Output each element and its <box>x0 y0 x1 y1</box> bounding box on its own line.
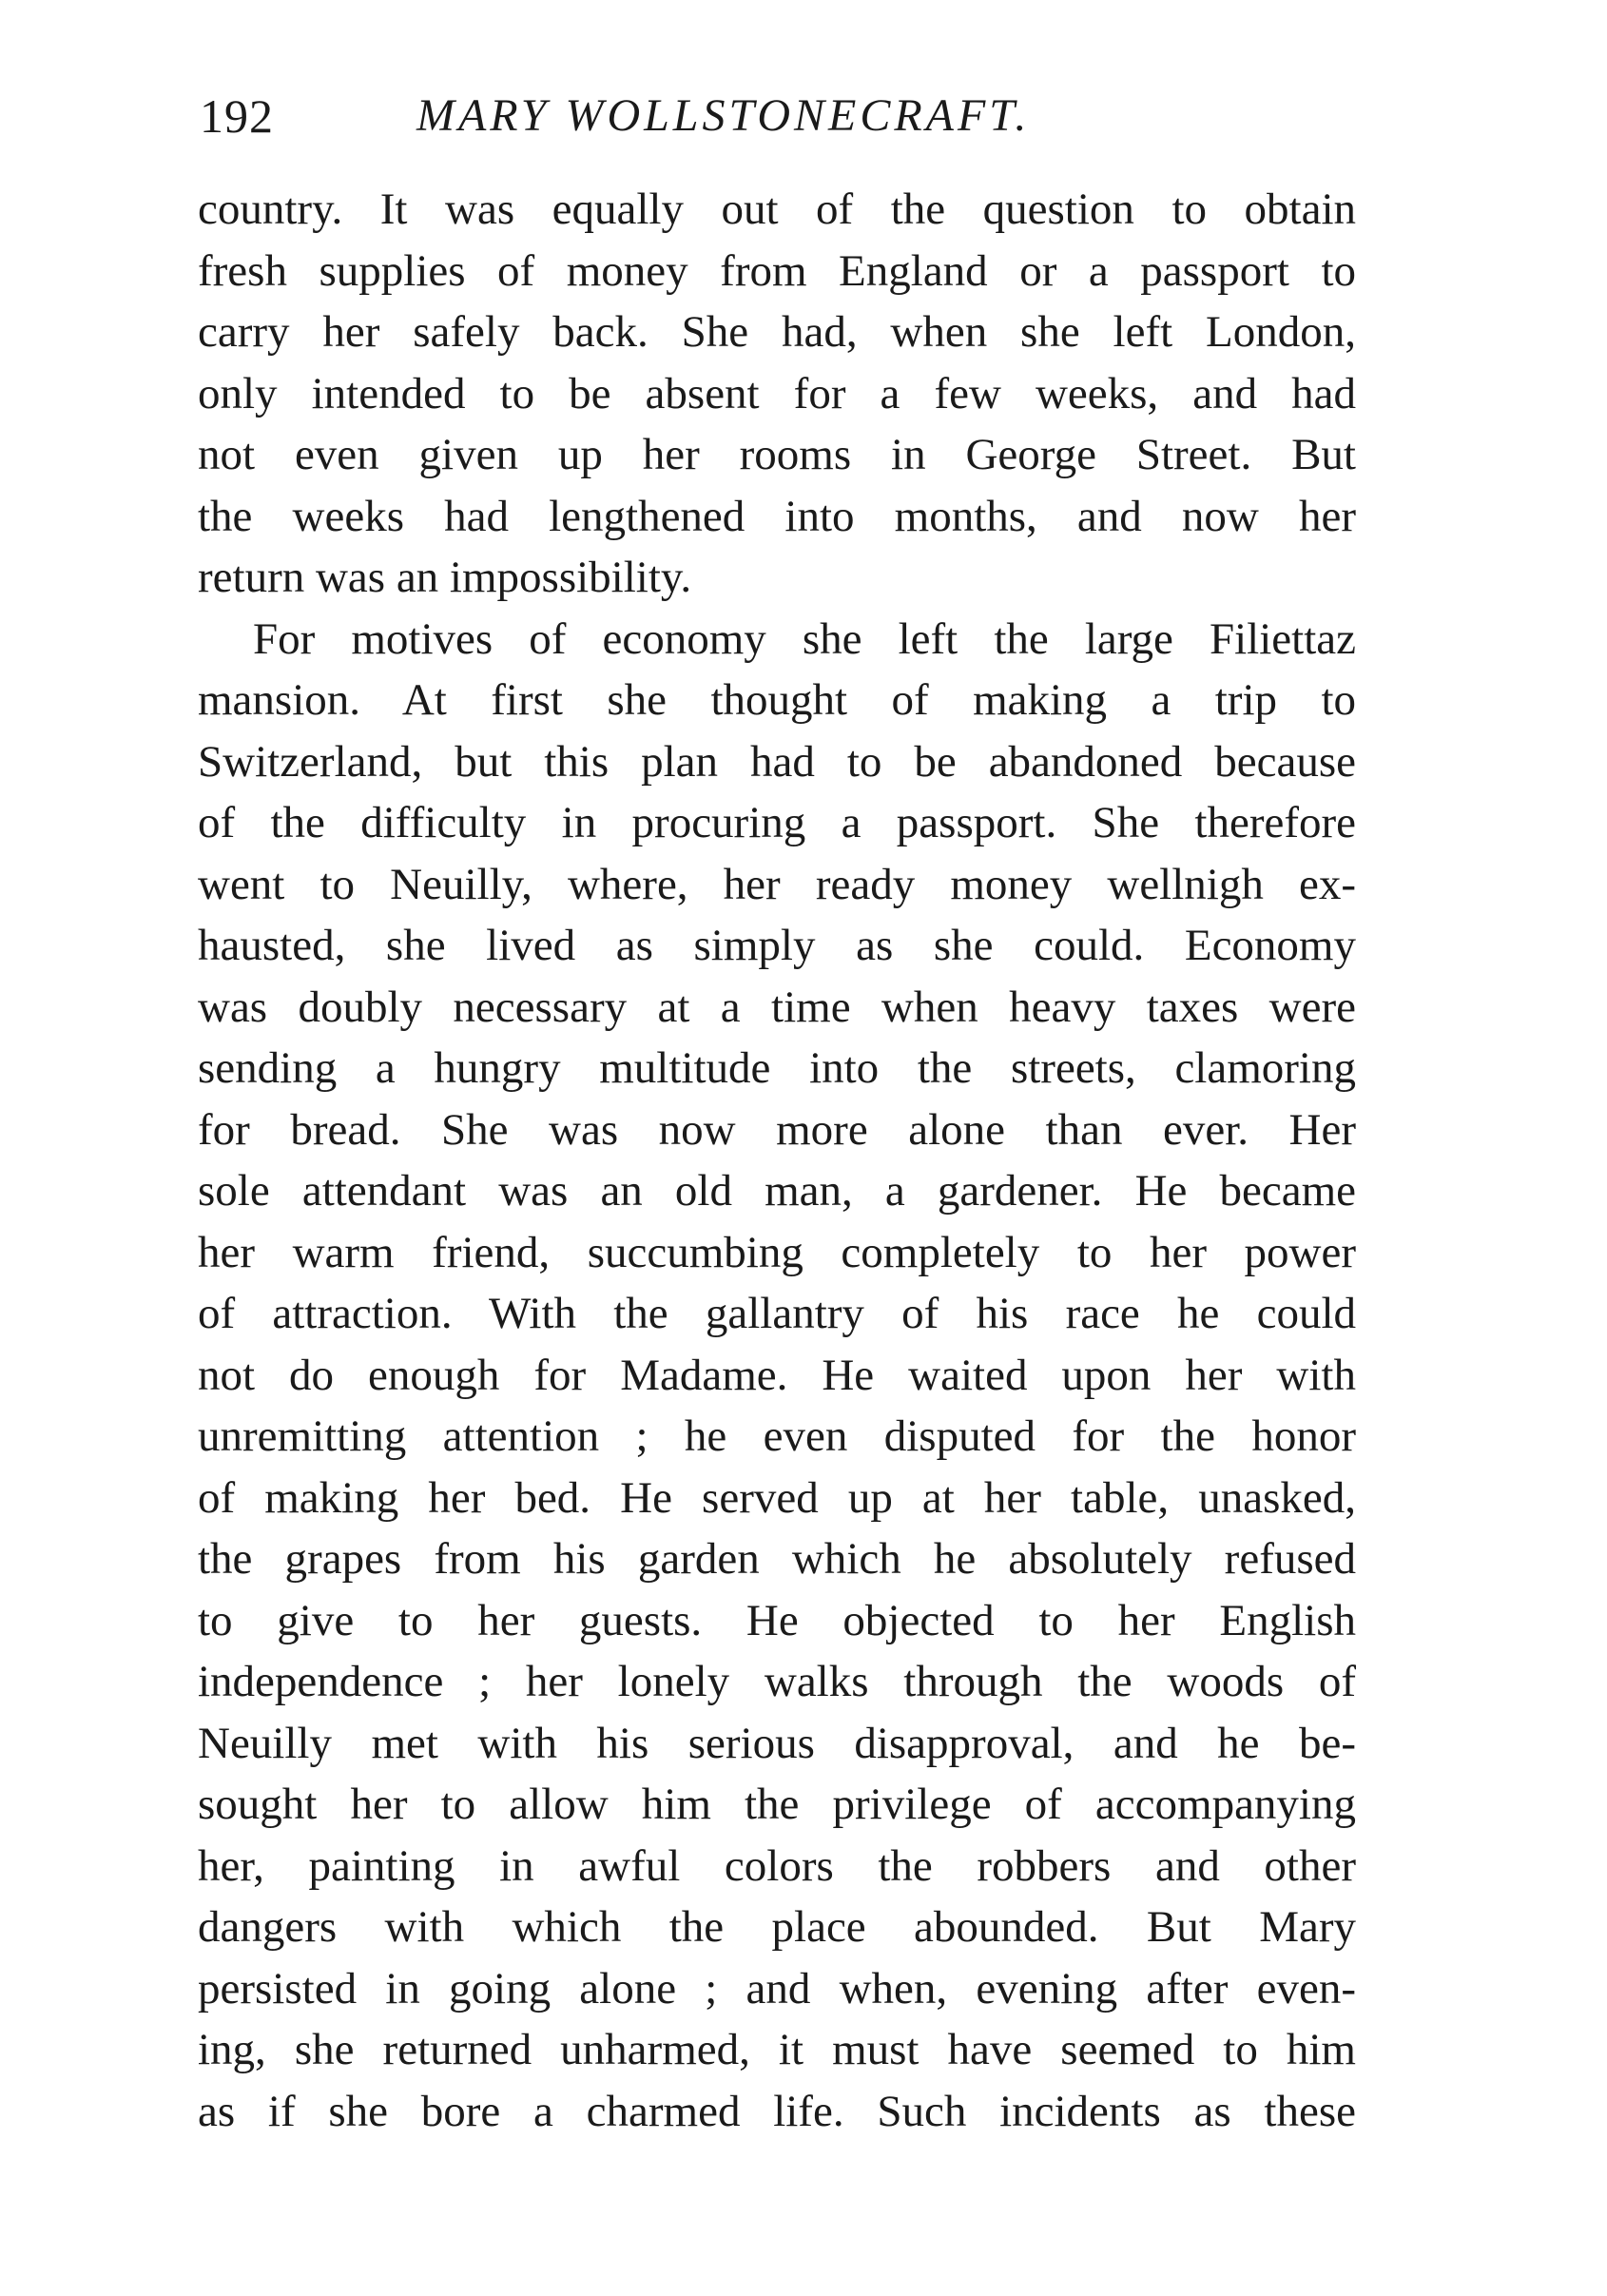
text-line: persisted in going alone ; and when, evening after even- <box>198 1963 1356 2014</box>
text-line: mansion. At first she thought of making a trip to <box>198 675 1356 725</box>
text-line: hausted, she lived as simply as she could. Economy <box>198 921 1356 970</box>
text-line: sending a hungry multitude into the streets, clamoring <box>198 1043 1356 1093</box>
text-line: not do enough for Madame. He waited upon her with <box>198 1350 1356 1400</box>
text-line: her, painting in awful colors the robbers and other <box>198 1840 1356 1891</box>
text-line: went to Neuilly, where, her ready money wellnigh ex- <box>198 859 1356 909</box>
text-line: to give to her guests. He objected to her English <box>198 1595 1356 1645</box>
text-line: carry her safely back. She had, when she left London, <box>198 307 1356 357</box>
text-line: Switzerland, but this plan had to be abandoned because <box>198 736 1356 787</box>
text-line: independence ; her lonely walks through the woods of <box>198 1657 1356 1706</box>
body-text <box>198 179 1356 2142</box>
text-line: country. It was equally out of the question to obtain <box>198 185 1356 234</box>
page-number: 192 <box>200 89 274 143</box>
text-line: her warm friend, succumbing completely to her power <box>198 1227 1356 1277</box>
text-line: the weeks had lengthened into months, and now her <box>198 491 1356 541</box>
text-line: return was an impossibility. <box>198 553 692 602</box>
text-line: fresh supplies of money from England or a passport to <box>198 245 1356 296</box>
text-line: sole attendant was an old man, a gardener. He became <box>198 1166 1356 1216</box>
text-line: sought her to allow him the privilege of accompanying <box>198 1780 1356 1829</box>
text-line: only intended to be absent for a few weeks, and had <box>198 368 1356 418</box>
text-line: Neuilly met with his serious disapproval, and he be- <box>198 1718 1356 1768</box>
text-line: as if she bore a charmed life. Such incidents as these <box>198 2086 1356 2136</box>
text-line: of the difficulty in procuring a passport. She therefore <box>198 798 1356 847</box>
text-line: dangers with which the place abounded. But Mary <box>198 1902 1356 1952</box>
text-line: for bread. She was now more alone than ever. Her <box>198 1104 1356 1155</box>
text-line: unremitting attention ; he even disputed for the honor <box>198 1411 1356 1461</box>
text-line: was doubly necessary at a time when heavy taxes were <box>198 982 1356 1032</box>
text-line: not even given up her rooms in George Street. But <box>198 430 1356 479</box>
text-line: of making her bed. He served up at her table, unasked, <box>198 1472 1356 1523</box>
text-line: ing, she returned unharmed, it must have seemed to him <box>198 2025 1356 2074</box>
running-title: MARY WOLLSTONECRAFT. <box>416 90 1031 141</box>
text-line: the grapes from his garden which he absolutely refused <box>198 1534 1356 1584</box>
running-head <box>200 78 1350 154</box>
text-line: For motives of economy she left the large Filiettaz <box>253 613 1356 664</box>
text-line: of attraction. With the gallantry of his race he could <box>198 1289 1356 1338</box>
